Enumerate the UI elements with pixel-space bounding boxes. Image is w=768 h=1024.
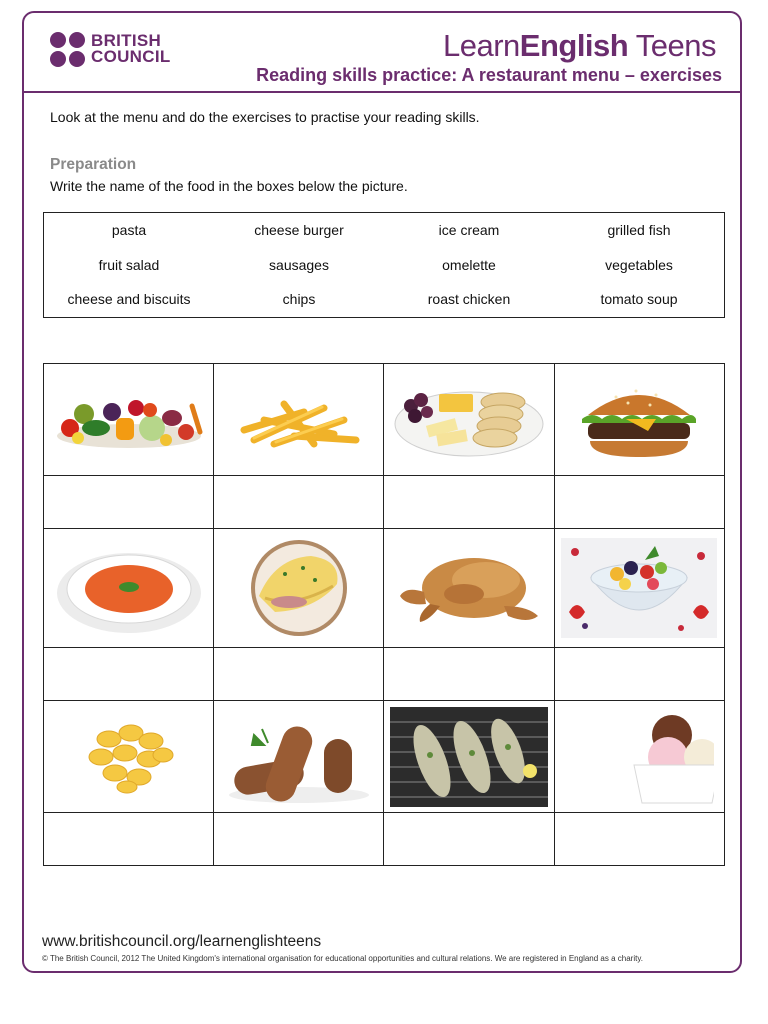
tomato-soup-picture <box>44 529 213 647</box>
vegetables-picture <box>44 364 213 475</box>
word-bank-item: fruit salad <box>98 256 160 273</box>
fruit-salad-picture <box>555 529 724 647</box>
word-bank-item: vegetables <box>605 256 673 273</box>
brand-teens: Teens <box>628 28 716 63</box>
preparation-heading: Preparation <box>50 156 137 173</box>
brand-english: English <box>519 28 629 63</box>
logo-text-line2: COUNCIL <box>91 47 171 66</box>
intro-text: Look at the menu and do the exercises to practise your reading skills. <box>50 109 480 125</box>
word-bank-item: grilled fish <box>607 222 671 238</box>
british-council-logo <box>50 31 171 67</box>
ice-cream-picture <box>555 701 724 812</box>
logo-dots-icon <box>50 32 85 67</box>
answer-box[interactable] <box>214 476 384 529</box>
word-bank-item: omelette <box>442 256 496 273</box>
answer-box[interactable] <box>384 648 554 701</box>
answer-box[interactable] <box>214 648 384 701</box>
chips-picture <box>214 364 383 475</box>
word-bank <box>43 212 725 318</box>
answer-box[interactable] <box>44 648 214 701</box>
header-divider <box>24 91 742 93</box>
answer-box[interactable] <box>384 476 554 529</box>
grilled-fish-picture <box>384 701 553 812</box>
pasta-picture <box>44 701 213 812</box>
answer-box[interactable] <box>44 813 214 866</box>
word-bank-item: cheese burger <box>254 222 344 238</box>
answer-box[interactable] <box>384 813 554 866</box>
answer-box[interactable] <box>554 813 724 866</box>
answer-box[interactable] <box>44 476 214 529</box>
roast-chicken-picture <box>384 529 553 647</box>
cheese-and-biscuits-picture <box>384 364 553 475</box>
page-title: Reading skills practice: A restaurant menu – exercises <box>256 65 722 85</box>
cheese-burger-picture <box>555 364 724 475</box>
word-bank-item: cheese and biscuits <box>67 291 191 308</box>
sausages-picture <box>214 701 383 812</box>
footer-url: www.britishcouncil.org/learnenglishteens <box>42 933 322 950</box>
omelette-picture <box>214 529 383 647</box>
answer-box[interactable] <box>214 813 384 866</box>
brand-learn: Learn <box>442 28 520 63</box>
picture-answer-grid <box>43 363 725 866</box>
logo-text-line1: BRITISH <box>91 31 162 50</box>
word-bank-item: sausages <box>269 256 329 273</box>
footer-copyright: © The British Council, 2012 The United Kingdom's international organisation for educational opportunities and cultural relations. We are registered in England as a charity. <box>42 954 643 963</box>
word-bank-item: pasta <box>111 222 147 238</box>
word-bank-item: ice cream <box>438 222 500 238</box>
word-bank-item: roast chicken <box>427 291 511 308</box>
answer-box[interactable] <box>554 476 724 529</box>
word-bank-item: tomato soup <box>600 291 678 308</box>
preparation-instruction: Write the name of the food in the boxes below the picture. <box>50 178 408 194</box>
answer-box[interactable] <box>554 648 724 701</box>
word-bank-item: chips <box>282 291 316 308</box>
learnenglish-teens-logo <box>443 28 716 64</box>
